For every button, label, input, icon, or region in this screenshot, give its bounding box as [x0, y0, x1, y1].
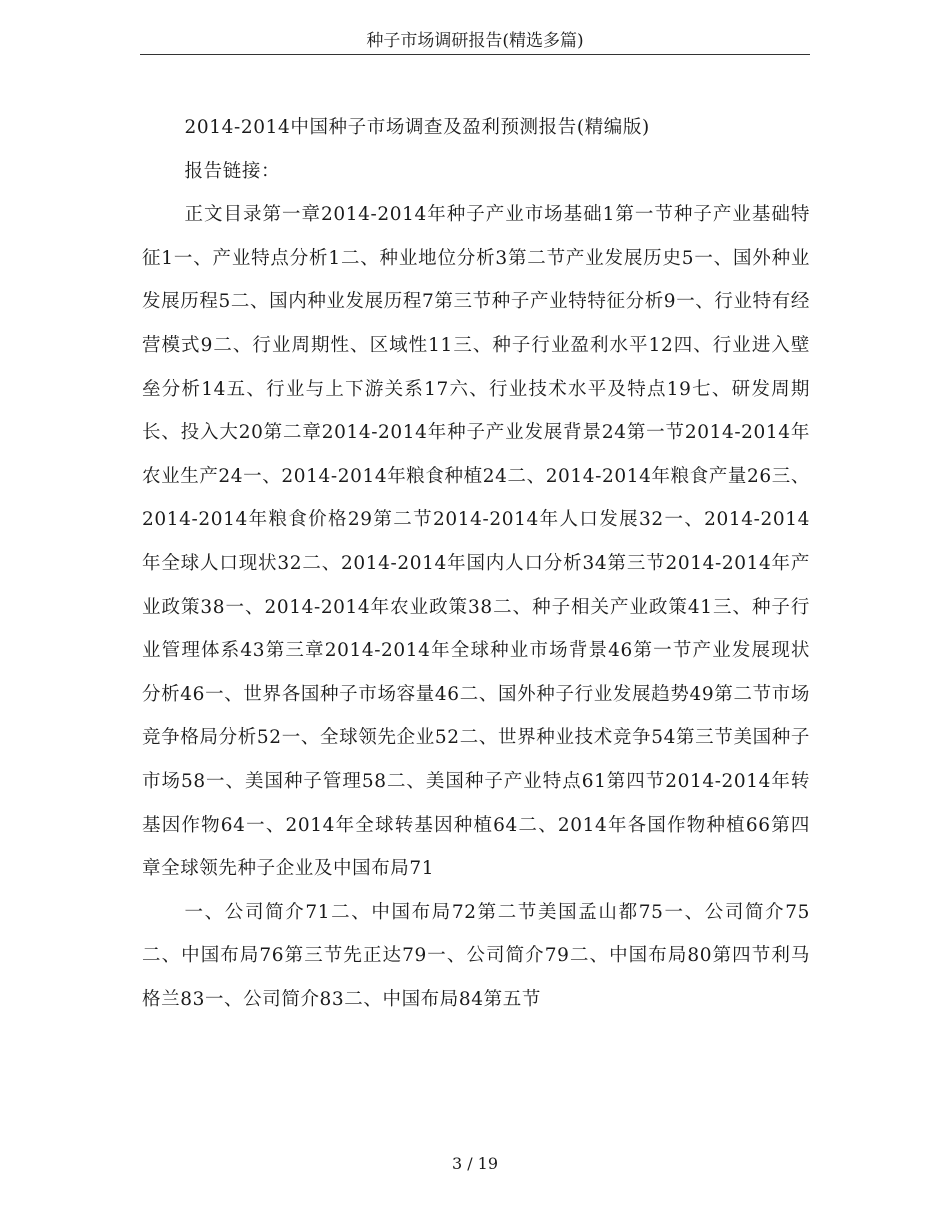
table-of-contents-paragraph: 正文目录第一章2014-2014年种子产业市场基础1第一节种子产业基础特征1一、产业特点分析1二、种业地位分析3第二节产业发展历史5一、国外种业发展历程5二、国内种业发展历程7第三节种子产业特特征分析9一、行业特有经营模式9二、行业周期性、区域性11三、种子行业盈利水平12四、行业进入壁垒分析14五、行业与上下游关系17六、行业技术水平及特点19七、研发周期长、投入大20第二章2014-2014年种子产业发展背景24第一节2014-2014年农业生产24一、2014-2014年粮食种植24二、2014-2014年粮食产量26三、2014-2014年粮食价格29第二节2014-2014年人口发展32一、2014-2014年全球人口现状32二、2014-2014年国内人口分析34第三节2014-2014年产业政策38一、2014-2014年农业政策38二、种子相关产业政策41三、种子行业管理体系43第三章2014-2014年全球种业市场背景46第一节产业发展现状分析46一、世界各国种子市场容量46二、国外种子行业发展趋势49第二节市场竞争格局分析52一、全球领先企业52二、世界种业技术竞争54第三节美国种子市场58一、美国种子管理58二、美国种子产业特点61第四节2014-2014年转基因作物64一、2014年全球转基因种植64二、2014年各国作物种植66第四章全球领先种子企业及中国布局71: [142, 204, 810, 880]
report-link-label: 报告链接：: [184, 160, 281, 182]
header-divider: [140, 54, 810, 55]
page-header: [140, 30, 810, 52]
page-footer: [0, 1154, 950, 1174]
table-of-contents-continuation: 一、公司简介71二、中国布局72第二节美国孟山都75一、公司简介75二、中国布局76第三节先正达79一、公司简介79二、中国布局80第四节利马格兰83一、公司简介83二、中国布局84第五节: [142, 901, 810, 1010]
report-title-paragraph: 2014-2014中国种子市场调查及盈利预测报告(精编版): [184, 117, 650, 138]
header-title: 种子市场调研报告(精选多篇): [366, 31, 584, 51]
document-body: [142, 106, 810, 1021]
page-number: 3 / 19: [451, 1154, 499, 1173]
